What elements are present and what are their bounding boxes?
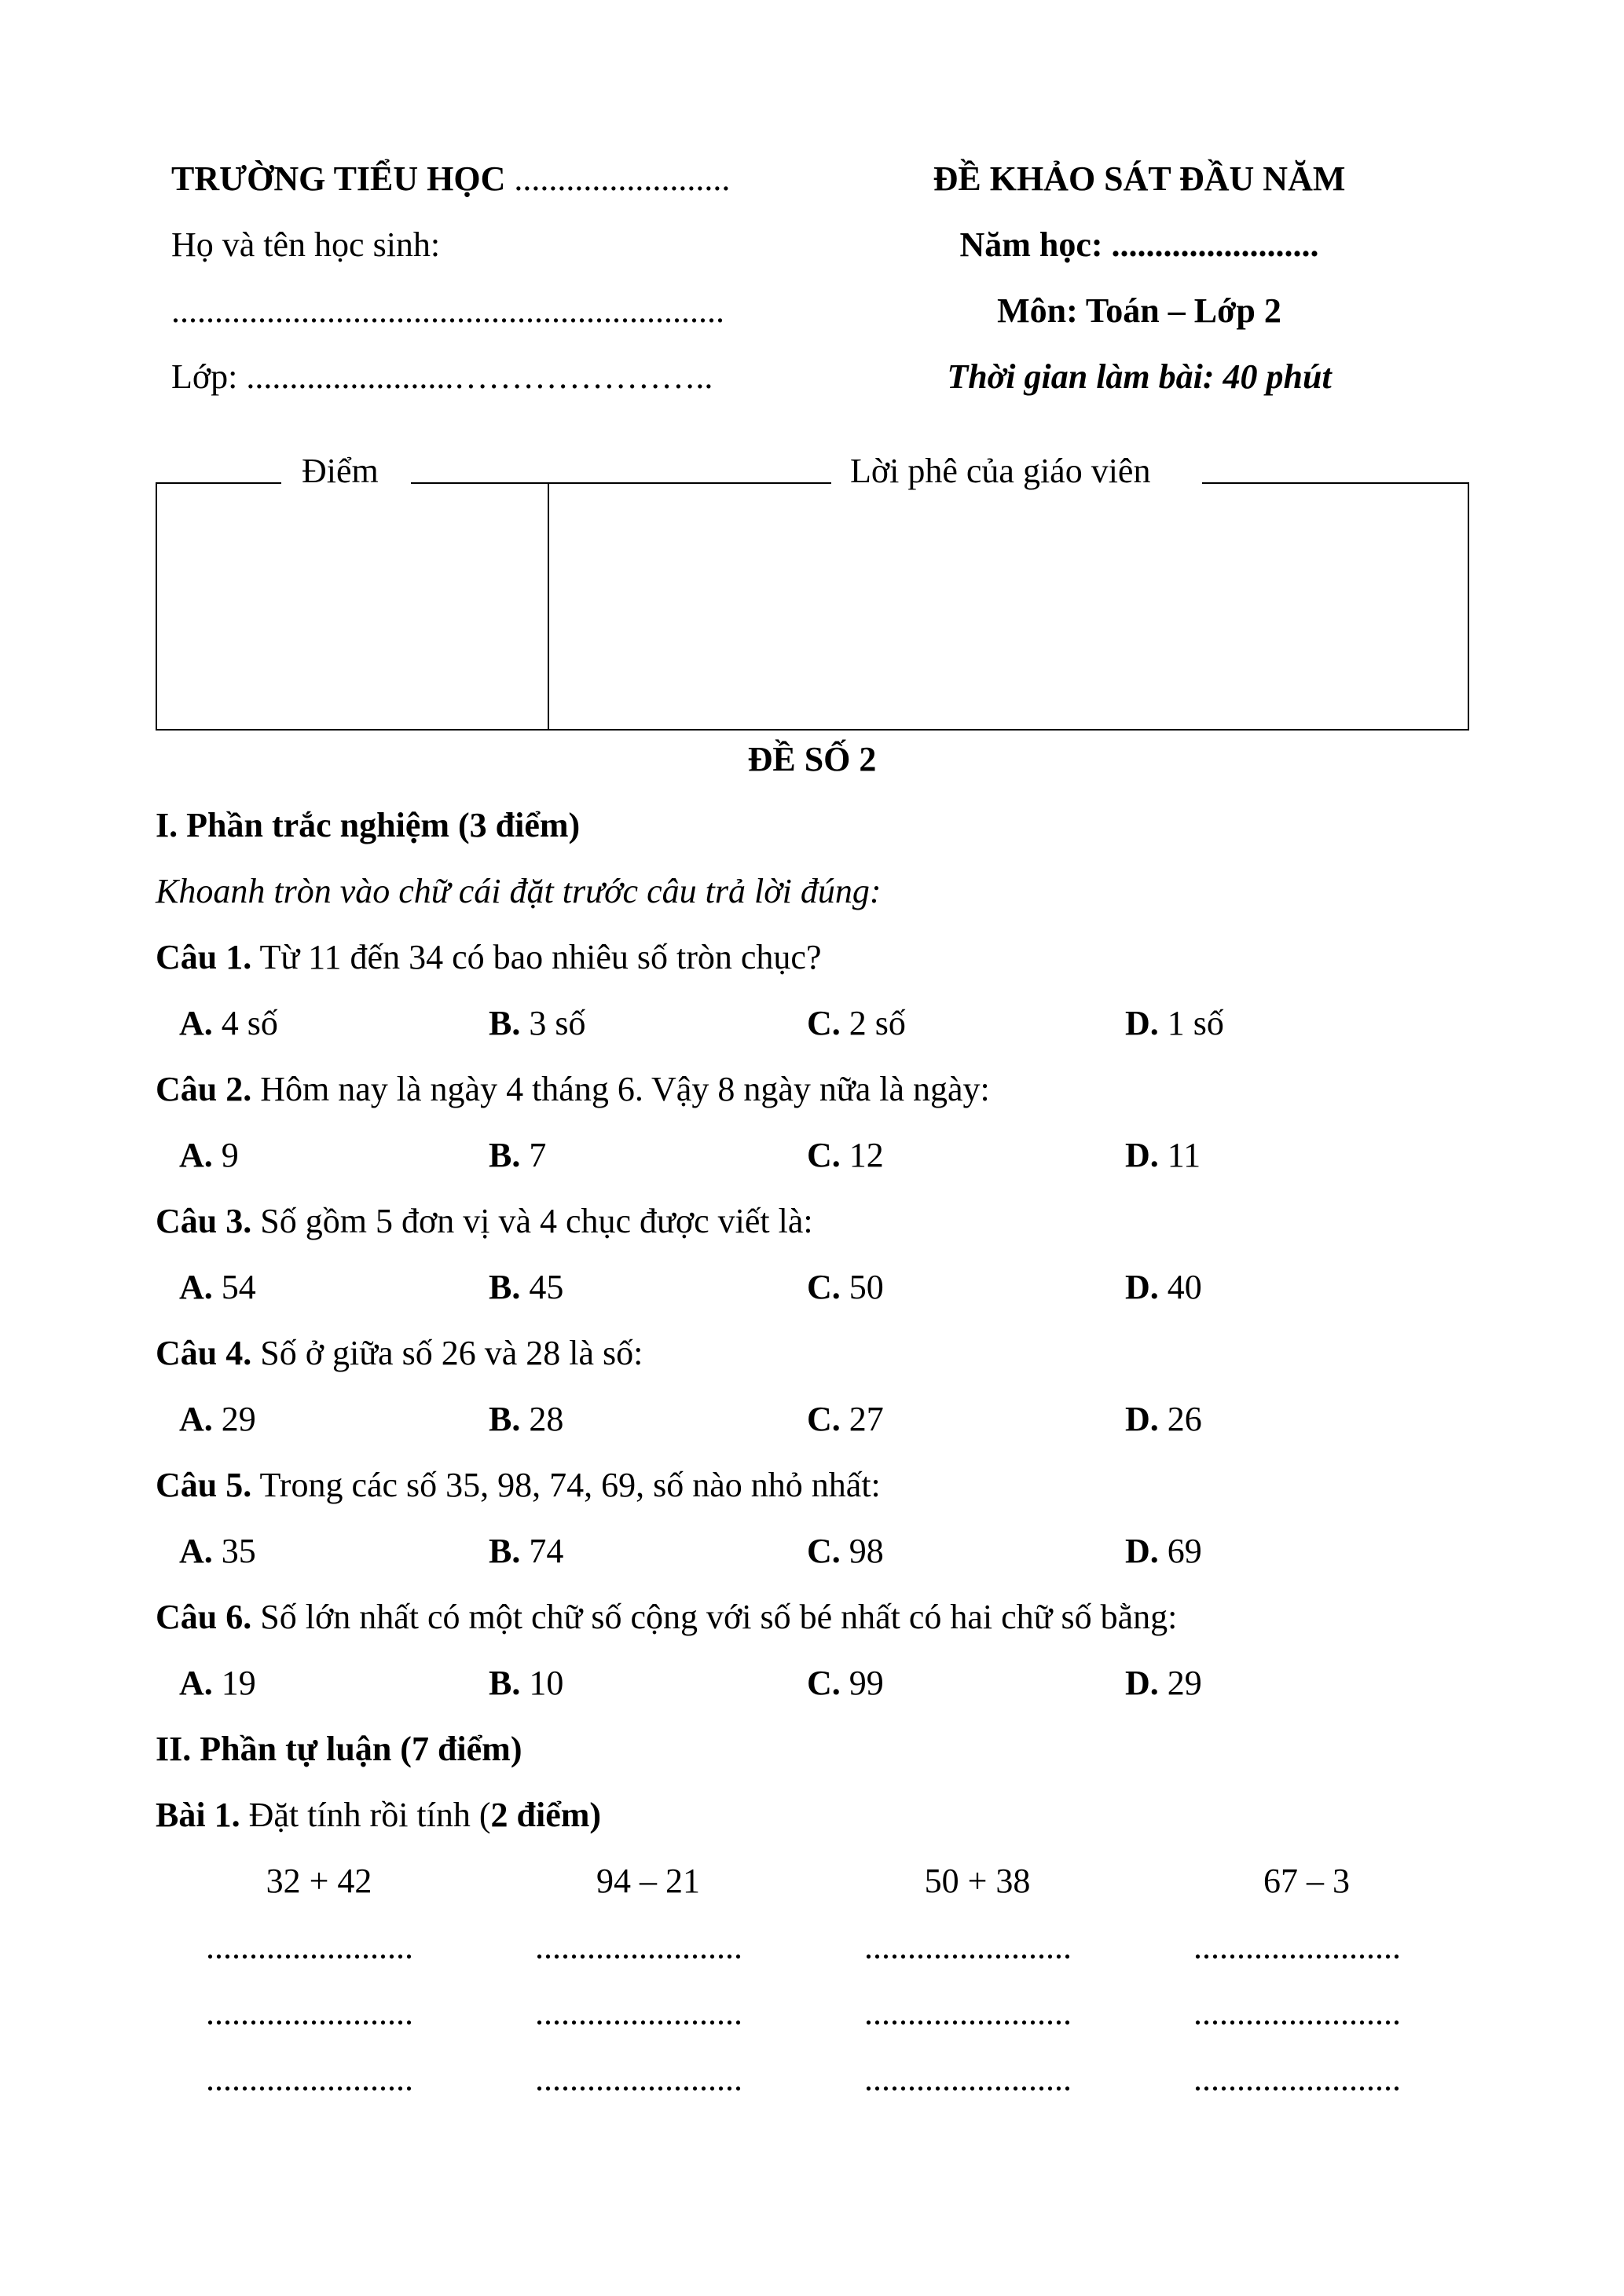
answer-line: ........................ xyxy=(535,1994,742,2032)
q6-option-c: C. 99 xyxy=(807,1664,884,1702)
q1-option-b: B. 3 số xyxy=(489,1004,586,1042)
q6-option-b: B. 10 xyxy=(489,1664,564,1702)
question-text: Số ở giữa số 26 và 28 là số: xyxy=(251,1334,643,1372)
q1-option-d: D. 1 số xyxy=(1125,1004,1224,1042)
q3-option-a: A. 54 xyxy=(179,1268,256,1306)
question-text: Hôm nay là ngày 4 tháng 6. Vậy 8 ngày nữa là ngày: xyxy=(251,1070,990,1108)
q6-option-a: A. 19 xyxy=(179,1664,256,1702)
q2-option-c: C. 12 xyxy=(807,1136,884,1174)
student-name-dots: ................................................................ xyxy=(171,291,724,330)
q4-option-d: D. 26 xyxy=(1125,1400,1202,1438)
expression-3: 50 + 38 xyxy=(924,1862,1031,1900)
q3-option-b: B. 45 xyxy=(489,1268,564,1306)
question-text: Trong các số 35, 98, 74, 69, số nào nhỏ nhất: xyxy=(251,1466,881,1504)
question-3 xyxy=(156,1204,813,1239)
question-6 xyxy=(156,1600,1177,1635)
q4-option-b: B. 28 xyxy=(489,1400,564,1438)
class-dots: ........................………………….. xyxy=(246,357,713,396)
class-line xyxy=(171,357,713,396)
answer-line: ........................ xyxy=(206,1928,413,1966)
subject: Môn: Toán – Lớp 2 xyxy=(997,291,1281,330)
q2-option-b: B. 7 xyxy=(489,1136,547,1174)
answer-line: ........................ xyxy=(864,1928,1072,1966)
q5-option-a: A. 35 xyxy=(179,1532,256,1570)
answer-line: ........................ xyxy=(1193,2060,1401,2098)
q1-option-a: A. 4 số xyxy=(179,1004,278,1042)
task-1 xyxy=(156,1798,601,1833)
q4-option-c: C. 27 xyxy=(807,1400,884,1438)
answer-line: ........................ xyxy=(206,1994,413,2032)
question-label: Câu 1. xyxy=(156,938,252,976)
question-5 xyxy=(156,1468,881,1503)
q3-option-c: C. 50 xyxy=(807,1268,884,1306)
class-label: Lớp: xyxy=(171,357,238,396)
part1-title: I. Phần trắc nghiệm (3 điểm) xyxy=(156,806,581,844)
q3-option-d: D. 40 xyxy=(1125,1268,1202,1306)
expression-4: 67 – 3 xyxy=(1263,1862,1350,1900)
question-1 xyxy=(156,940,821,975)
part1-instruction: Khoanh tròn vào chữ cái đặt trước câu trả lời đúng: xyxy=(156,872,882,910)
question-text: Số gồm 5 đơn vị và 4 chục được viết là: xyxy=(251,1202,813,1240)
question-4 xyxy=(156,1336,643,1371)
question-text: Từ 11 đến 34 có bao nhiêu số tròn chục? xyxy=(251,938,822,976)
school-dots: ......................... xyxy=(514,159,731,198)
task-points: 2 điểm) xyxy=(490,1796,602,1834)
answer-line: ........................ xyxy=(864,1994,1072,2032)
task-text: Đặt tính rồi tính ( xyxy=(240,1796,491,1834)
q5-option-b: B. 74 xyxy=(489,1532,564,1570)
q4-option-a: A. 29 xyxy=(179,1400,256,1438)
task-label: Bài 1. xyxy=(156,1796,240,1834)
grade-box-divider xyxy=(548,482,549,731)
question-label: Câu 3. xyxy=(156,1202,252,1240)
q5-option-d: D. 69 xyxy=(1125,1532,1202,1570)
expression-2: 94 – 21 xyxy=(596,1862,700,1900)
answer-line: ........................ xyxy=(1193,1994,1401,2032)
school-year: Năm học: ........................ xyxy=(959,225,1319,264)
answer-line: ........................ xyxy=(1193,1928,1401,1966)
part2-title: II. Phần tự luận (7 điểm) xyxy=(156,1730,522,1768)
grade-box xyxy=(156,482,1469,731)
question-label: Câu 4. xyxy=(156,1334,252,1372)
answer-line: ........................ xyxy=(206,2060,413,2098)
question-label: Câu 5. xyxy=(156,1466,252,1504)
answer-line: ........................ xyxy=(864,2060,1072,2098)
q2-option-d: D. 11 xyxy=(1125,1136,1201,1174)
exam-number: ĐỀ SỐ 2 xyxy=(747,740,877,778)
question-2 xyxy=(156,1072,990,1107)
student-name-label: Họ và tên học sinh: xyxy=(171,225,441,264)
q2-option-a: A. 9 xyxy=(179,1136,239,1174)
comment-label: Lời phê của giáo viên xyxy=(850,452,1151,490)
q1-option-c: C. 2 số xyxy=(807,1004,906,1042)
score-label: Điểm xyxy=(302,452,379,490)
answer-line: ........................ xyxy=(535,2060,742,2098)
answer-line: ........................ xyxy=(535,1928,742,1966)
question-text: Số lớn nhất có một chữ số cộng với số bé nhất có hai chữ số bằng: xyxy=(251,1598,1178,1636)
question-label: Câu 6. xyxy=(156,1598,252,1636)
exam-title: ĐỀ KHẢO SÁT ĐẦU NĂM xyxy=(933,159,1346,198)
question-label: Câu 2. xyxy=(156,1070,252,1108)
school-line xyxy=(171,159,731,198)
q5-option-c: C. 98 xyxy=(807,1532,884,1570)
exam-time: Thời gian làm bài: 40 phút xyxy=(947,357,1332,396)
school-label: TRƯỜNG TIỂU HỌC xyxy=(171,159,506,198)
q6-option-d: D. 29 xyxy=(1125,1664,1202,1702)
expression-1: 32 + 42 xyxy=(266,1862,372,1900)
